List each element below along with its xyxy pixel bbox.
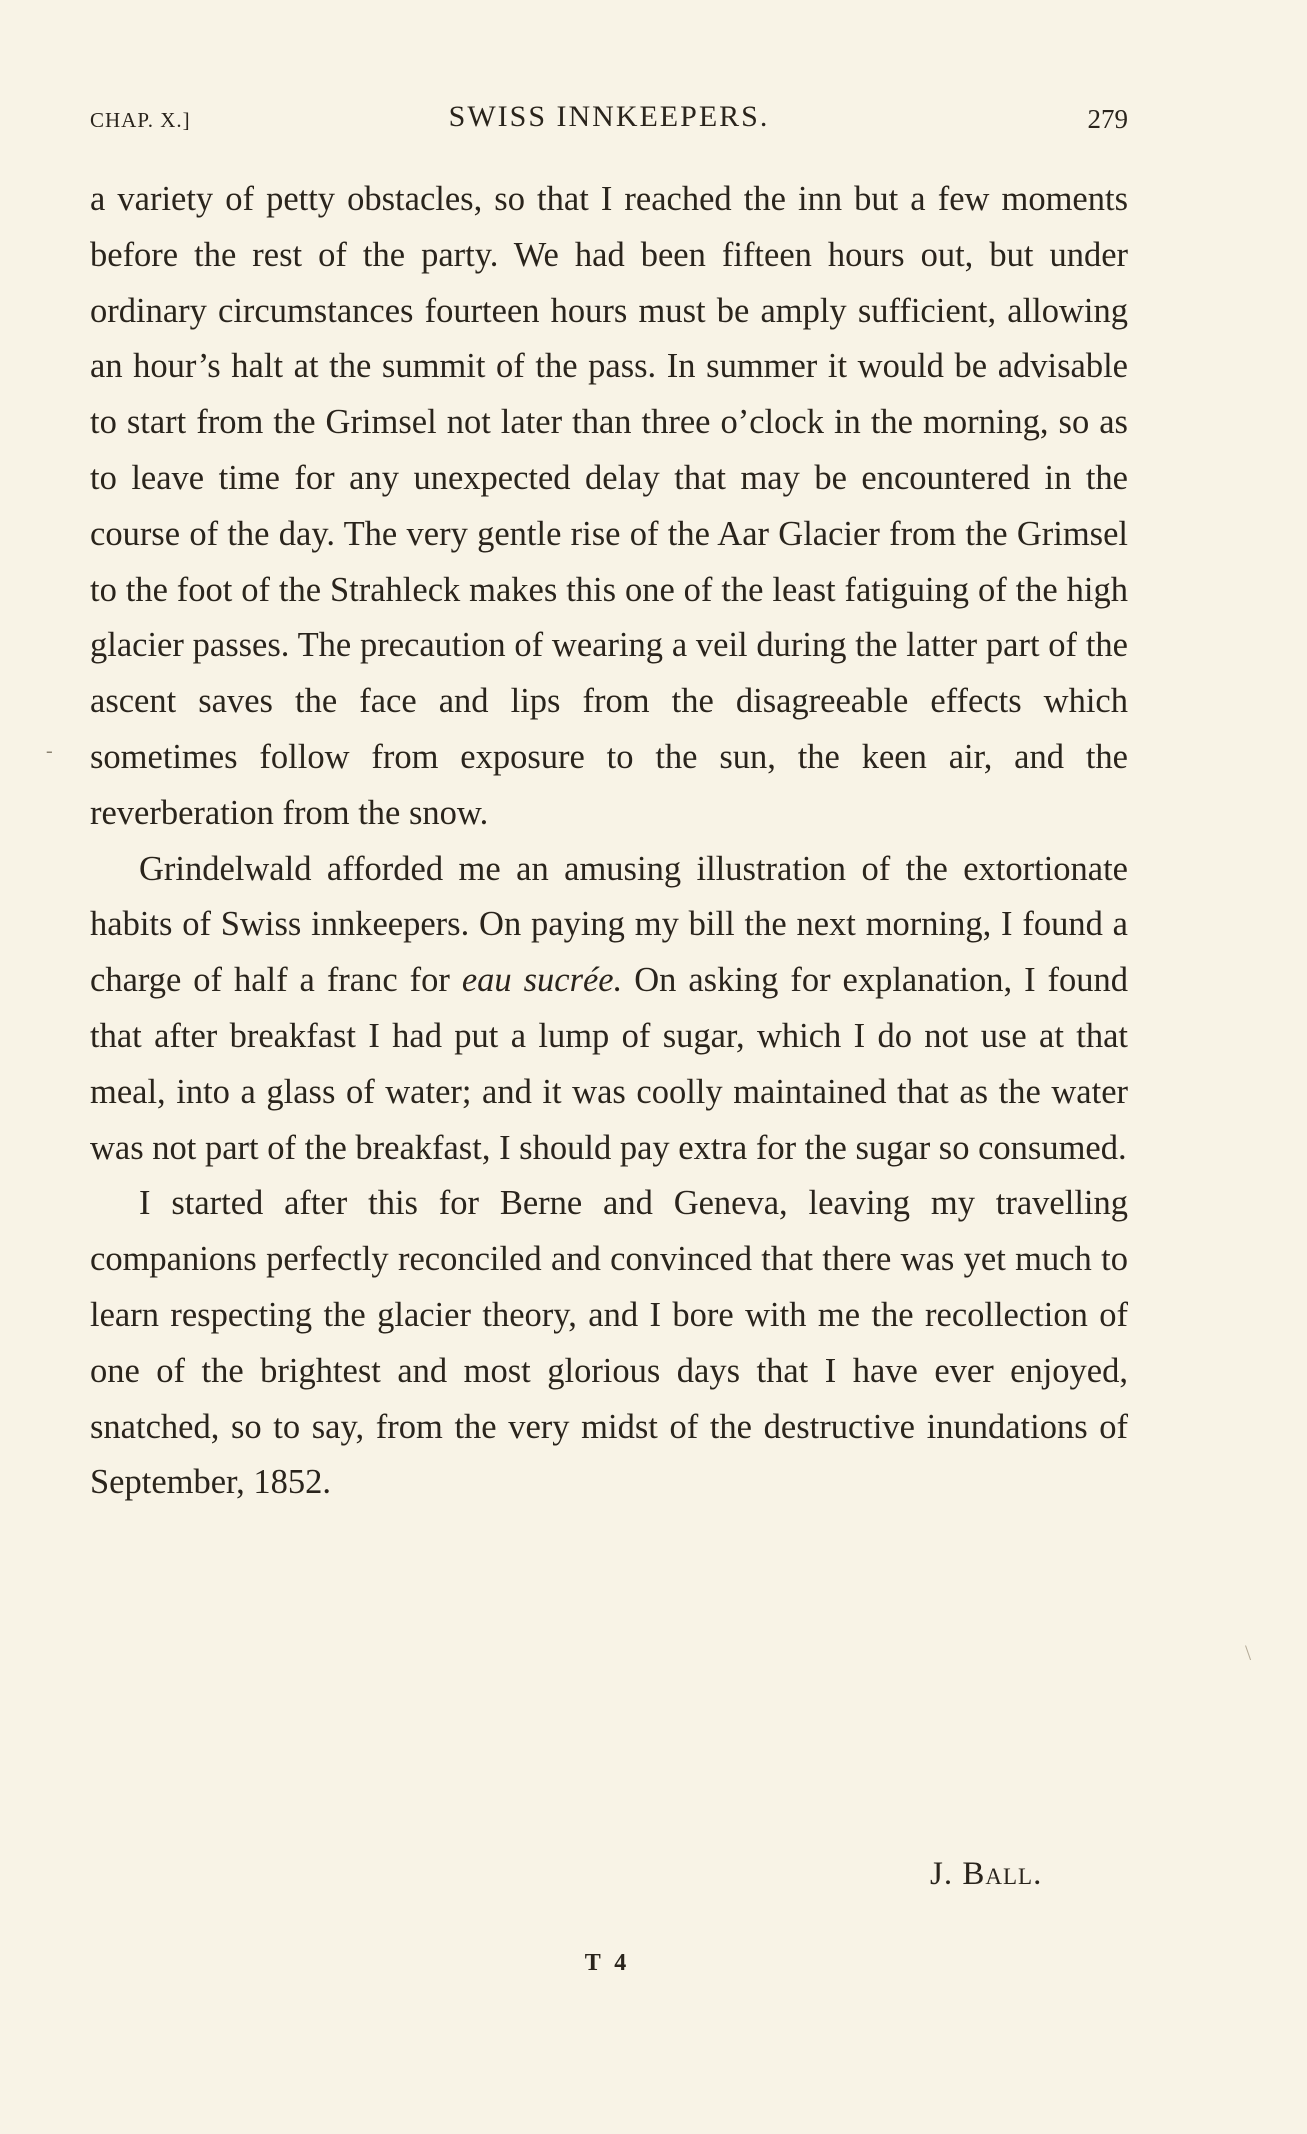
margin-mark-2: \	[1245, 1640, 1252, 1665]
paragraph-2-text-a: Grindelwald afforded me an amusing illustration of the extortionate habits of Swiss innkeepers. On paying my bill the next morning, I found a charge of half a franc for	[90, 849, 1128, 1000]
printer-signature-mark: T 4	[584, 1950, 631, 1976]
margin-mark: -	[46, 740, 53, 762]
author-signature	[930, 1856, 1042, 1893]
paragraph-1	[90, 172, 1128, 842]
signature-initial: J.	[930, 1856, 954, 1892]
body-text	[90, 172, 1128, 1511]
running-head	[90, 100, 1128, 140]
paragraph-3-text: I started after this for Berne and Geneva, leaving my travelling companions perfectly reconciled and convinced that there was yet much to learn respecting the glacier theory, and I bore with me the recollection of one of the brightest and most glorious days that I have ever enjoyed, snatched, so to say, from the very midst of the destructive inundations of September, 1852.	[90, 1184, 1128, 1502]
chapter-label: CHAP. X.]	[90, 108, 191, 132]
paragraph-1-text: a variety of petty obstacles, so that I reached the inn but a few moments before the rest of the party. We had been fifteen hours out, but under ordinary circumstances fourteen hours must be amply sufficient, allowing an hour’s halt at the summit of the pass. In summer it would be advisable to start from the Grimsel not later than three o’clock in the morning, so as to leave time for any unexpected delay that may be encountered in the course of the day. The very gentle rise of the Aar Glacier from the Grimsel to the foot of the Strahleck makes this one of the least fatiguing of the high glacier passes. The precaution of wearing a veil during the latter part of the ascent saves the face and lips from the disagreeable effects which sometimes follow from exposure to the sun, the keen air, and the reverberation from the snow.	[90, 180, 1128, 832]
paragraph-2	[90, 842, 1128, 1177]
paragraph-2-text-b: On asking for explanation, I found that after breakfast I had put a lump of sugar, which I do not use at that meal, into a glass of water; and it was coolly maintained that as the water was not part of the breakfast, I should pay extra for the sugar so consumed.	[90, 961, 1128, 1167]
paragraph-2-italic: eau sucrée.	[461, 961, 623, 1000]
running-title: SWISS INNKEEPERS.	[448, 100, 770, 133]
paragraph-3	[90, 1176, 1128, 1511]
signature-surname: Ball.	[962, 1856, 1043, 1892]
page-number: 279	[1087, 104, 1128, 134]
